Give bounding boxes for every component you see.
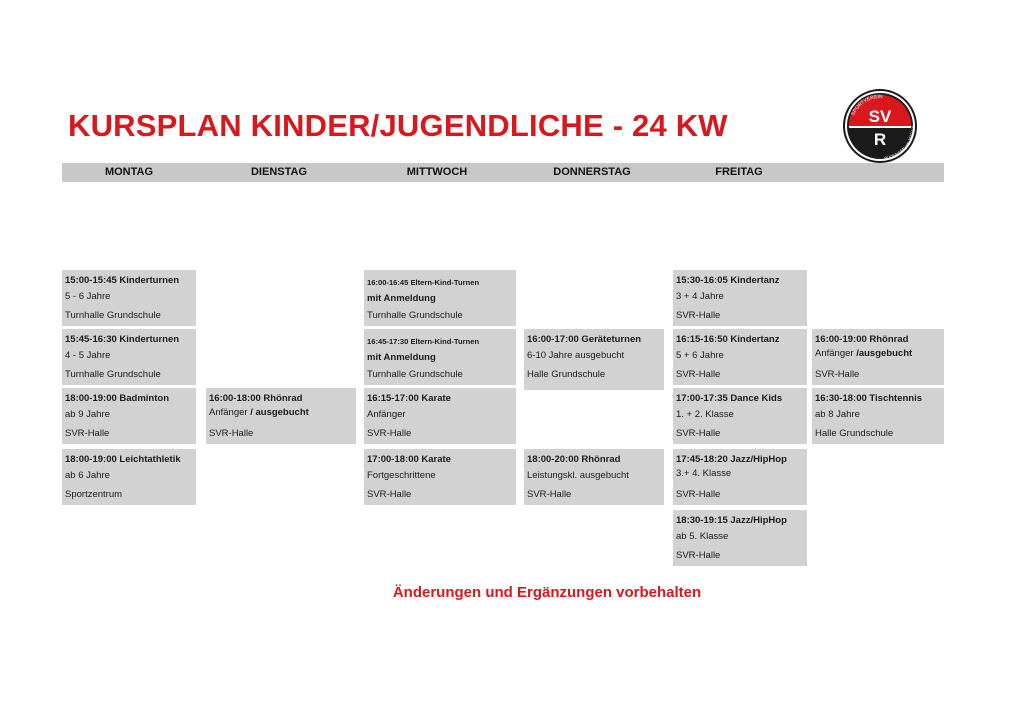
course-detail: 5 + 6 Jahre bbox=[676, 350, 724, 361]
course-card bbox=[673, 270, 807, 326]
course-detail bbox=[815, 348, 912, 359]
course-place: SVR-Halle bbox=[676, 369, 721, 380]
course-detail: ab 6 Jahre bbox=[65, 470, 110, 481]
course-detail: Leistungskl. ausgebucht bbox=[527, 470, 629, 481]
course-place: SVR-Halle bbox=[676, 550, 721, 561]
course-card bbox=[206, 388, 356, 444]
course-time: 16:00-16:45 Eltern-Kind-Turnen bbox=[367, 278, 480, 287]
course-detail: Fortgeschrittene bbox=[367, 470, 436, 481]
course-level: Anfänger bbox=[209, 407, 248, 418]
course-card bbox=[812, 388, 944, 444]
course-place: SVR-Halle bbox=[209, 428, 254, 439]
course-place: SVR-Halle bbox=[65, 428, 110, 439]
course-time: 18:00-20:00 Rhönrad bbox=[527, 454, 621, 465]
course-place: Halle Grundschule bbox=[815, 428, 894, 439]
course-detail: ab 5. Klasse bbox=[676, 531, 729, 542]
logo-letter-r: R bbox=[873, 130, 887, 149]
club-logo bbox=[842, 88, 918, 164]
course-place: SVR-Halle bbox=[676, 428, 721, 439]
course-time: 16:15-16:50 Kindertanz bbox=[676, 334, 780, 345]
course-time: 16:30-18:00 Tischtennis bbox=[815, 393, 923, 404]
course-place: SVR-Halle bbox=[676, 310, 721, 321]
course-detail: 3 + 4 Jahre bbox=[676, 291, 724, 302]
day-monday: MONTAG bbox=[104, 166, 154, 178]
course-card bbox=[62, 449, 196, 505]
course-place: Turnhalle Grundschule bbox=[367, 369, 463, 380]
course-time: 15:00-15:45 Kinderturnen bbox=[65, 275, 180, 286]
course-card bbox=[673, 510, 807, 566]
course-detail bbox=[209, 407, 309, 418]
course-time: 16:45-17:30 Eltern-Kind-Turnen bbox=[367, 337, 480, 346]
logo-letters-sv: SV bbox=[868, 107, 892, 126]
course-time: 15:30-16:05 Kindertanz bbox=[676, 275, 780, 286]
course-detail: 4 - 5 Jahre bbox=[65, 350, 111, 361]
day-friday: FREITAG bbox=[715, 166, 763, 178]
course-card bbox=[524, 329, 664, 390]
course-time: 18:30-19:15 Jazz/HipHop bbox=[676, 515, 787, 526]
course-time: 15:45-16:30 Kinderturnen bbox=[65, 334, 180, 345]
day-tuesday: DIENSTAG bbox=[250, 166, 308, 178]
course-card bbox=[62, 329, 196, 385]
day-wednesday: MITTWOCH bbox=[406, 166, 468, 178]
course-time: 17:00-18:00 Karate bbox=[367, 454, 451, 465]
course-place: SVR-Halle bbox=[367, 489, 412, 500]
course-status: / ausgebucht bbox=[247, 407, 309, 418]
course-place: Halle Grundschule bbox=[527, 369, 606, 380]
page-title: KURSPLAN KINDER/JUGENDLICHE - 24 KW bbox=[68, 108, 728, 143]
course-card bbox=[524, 449, 664, 505]
course-card bbox=[364, 329, 516, 385]
course-time: 16:00-19:00 Rhönrad bbox=[815, 334, 909, 345]
course-time: 18:00-19:00 Badminton bbox=[65, 393, 170, 404]
course-time: 18:00-19:00 Leichtathletik bbox=[65, 454, 181, 465]
course-time: 17:45-18:20 Jazz/HipHop bbox=[676, 454, 787, 465]
course-detail: 5 - 6 Jahre bbox=[65, 291, 111, 302]
course-status: /ausgebucht bbox=[856, 348, 913, 359]
course-card bbox=[364, 270, 516, 326]
course-time: 16:00-17:00 Geräteturnen bbox=[527, 334, 642, 345]
footer-note: Änderungen und Ergänzungen vorbehalten bbox=[392, 584, 702, 601]
course-time: 16:00-18:00 Rhönrad bbox=[209, 393, 303, 404]
course-place: SVR-Halle bbox=[527, 489, 572, 500]
course-detail: mit Anmeldung bbox=[367, 293, 436, 304]
course-card bbox=[673, 449, 807, 505]
course-detail: 6-10 Jahre ausgebucht bbox=[527, 350, 625, 361]
weekday-header bbox=[62, 163, 944, 182]
course-place: SVR-Halle bbox=[815, 369, 860, 380]
course-card bbox=[364, 449, 516, 505]
course-card bbox=[673, 388, 807, 444]
course-place: Turnhalle Grundschule bbox=[65, 310, 161, 321]
logo-side-text: RÜCKINGEN von 1920 e.V. bbox=[883, 125, 916, 161]
course-detail: mit Anmeldung bbox=[367, 352, 436, 363]
course-card bbox=[62, 270, 196, 326]
course-place: SVR-Halle bbox=[676, 489, 721, 500]
logo-top-text: SPORTVEREIN bbox=[850, 93, 883, 117]
course-detail: 1. + 2. Klasse bbox=[676, 409, 734, 420]
course-place: Turnhalle Grundschule bbox=[65, 369, 161, 380]
course-card bbox=[673, 329, 807, 385]
course-detail: ab 8 Jahre bbox=[815, 409, 860, 420]
course-card bbox=[812, 329, 944, 385]
course-place: Turnhalle Grundschule bbox=[367, 310, 463, 321]
course-time: 16:15-17:00 Karate bbox=[367, 393, 451, 404]
course-card bbox=[364, 388, 516, 444]
course-detail: ab 9 Jahre bbox=[65, 409, 110, 420]
course-place: SVR-Halle bbox=[367, 428, 412, 439]
course-level: Anfänger bbox=[815, 348, 857, 359]
course-detail: Anfänger bbox=[367, 409, 406, 420]
course-detail: 3.+ 4. Klasse bbox=[676, 468, 732, 479]
course-card bbox=[62, 388, 196, 444]
course-place: Sportzentrum bbox=[65, 489, 123, 500]
course-time: 17:00-17:35 Dance Kids bbox=[676, 393, 783, 404]
day-thursday: DONNERSTAG bbox=[553, 166, 631, 178]
